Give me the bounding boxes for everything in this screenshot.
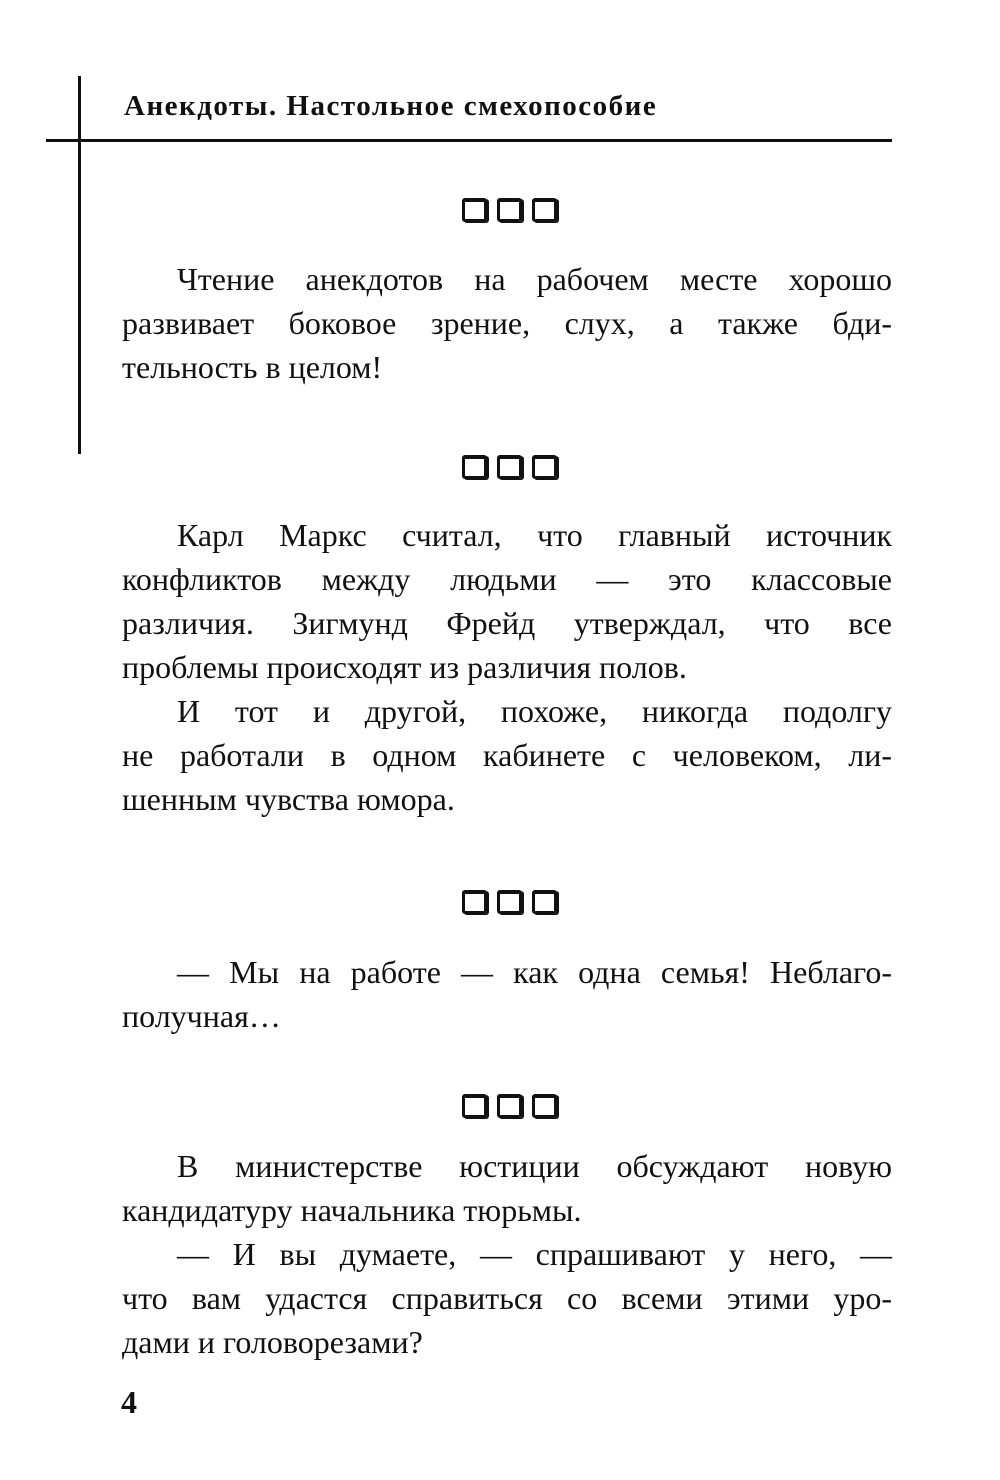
joke-line: получная… — [122, 998, 281, 1034]
square-ornament-icon — [532, 890, 557, 914]
square-ornament-icon — [497, 455, 522, 479]
joke-line: Чтение анекдотов на рабочем месте хорошо — [177, 261, 892, 297]
square-ornament-icon — [462, 890, 487, 914]
separator-ornament-3 — [0, 890, 1000, 914]
square-ornament-icon — [462, 198, 487, 222]
square-ornament-icon — [497, 198, 522, 222]
joke-line: тельность в целом! — [122, 349, 383, 385]
header-horizontal-rule — [46, 139, 892, 142]
joke-4 — [122, 1144, 892, 1364]
joke-line: — И вы думаете, — спрашивают у него, — — [177, 1236, 892, 1272]
joke-line: Карл Маркс считал, что главный источник — [177, 517, 892, 553]
joke-line: конфликтов между людьми — это классовые — [122, 561, 892, 597]
joke-line: различия. Зигмунд Фрейд утверждал, что все — [122, 605, 892, 641]
square-ornament-icon — [462, 1094, 487, 1118]
square-ornament-icon — [497, 890, 522, 914]
separator-ornament-1 — [0, 198, 1000, 222]
joke-line: не работали в одном кабинете с человеком, ли- — [122, 737, 892, 773]
joke-line: развивает боковое зрение, слух, а также бди- — [122, 305, 892, 341]
joke-line: что вам удастся справиться со всеми этими уро- — [122, 1280, 892, 1316]
square-ornament-icon — [497, 1094, 522, 1118]
square-ornament-icon — [532, 455, 557, 479]
joke-line: шенным чувства юмора. — [122, 781, 455, 817]
joke-line: кандидатуру начальника тюрьмы. — [122, 1192, 582, 1228]
joke-line: проблемы происходят из различия полов. — [122, 649, 687, 685]
page-number: 4 — [121, 1384, 137, 1420]
margin-vertical-rule — [78, 76, 81, 454]
square-ornament-icon — [532, 1094, 557, 1118]
running-title: Анекдоты. Настольное смехопособие — [124, 90, 658, 122]
joke-line: — Мы на работе — как одна семья! Неблаго- — [177, 954, 892, 990]
joke-line: В министерстве юстиции обсуждают новую — [177, 1148, 892, 1184]
joke-2 — [122, 513, 892, 821]
joke-1 — [122, 257, 892, 389]
joke-3 — [122, 950, 892, 1038]
joke-line: И тот и другой, похоже, никогда подолгу — [177, 693, 892, 729]
separator-ornament-2 — [0, 455, 1000, 479]
separator-ornament-4 — [0, 1094, 1000, 1118]
square-ornament-icon — [532, 198, 557, 222]
square-ornament-icon — [462, 455, 487, 479]
joke-line: дами и головорезами? — [122, 1324, 423, 1360]
